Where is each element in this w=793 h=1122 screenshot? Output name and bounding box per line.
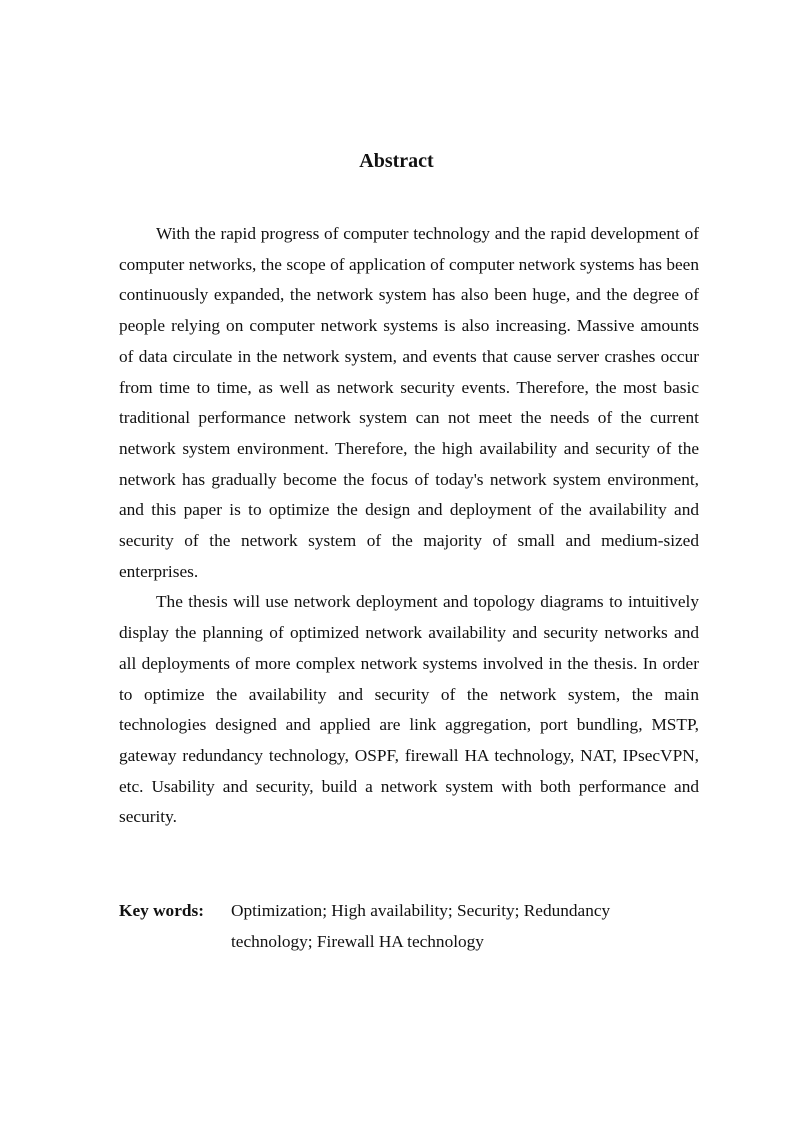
abstract-body [119,219,699,833]
abstract-title: Abstract [359,150,434,172]
keywords-text: Optimization; High availability; Security; Redundancy technology; Firewall HA technology [231,901,611,951]
abstract-paragraph-1: With the rapid progress of computer technology and the rapid development of computer networks, the scope of application of computer network systems has been continuously expanded, the network system has also been huge, and the degree of people relying on computer network systems is also increasing. Massive amounts of data circulate in the network system, and events that cause server crashes occur from time to time, as well as network security events. Therefore, the most basic traditional performance network system can not meet the needs of the current network system environment. Therefore, the high availability and security of the network has gradually become the focus of today's network system environment, and this paper is to optimize the design and deployment of the availability and security of the network system of the majority of small and medium-sized enterprises. [119,224,699,581]
abstract-paragraph-2: The thesis will use network deployment and topology diagrams to intuitively display the planning of optimized network availability and security networks and all deployments of more complex network systems involved in the thesis. In order to optimize the availability and security of the network system, the main technologies designed and applied are link aggregation, port bundling, MSTP, gateway redundancy technology, OSPF, firewall HA technology, NAT, IPsecVPN, etc. Usability and security, build a network system with both performance and security. [119,592,699,827]
keywords-label: Key words: [119,901,204,920]
keywords-section [119,895,699,957]
